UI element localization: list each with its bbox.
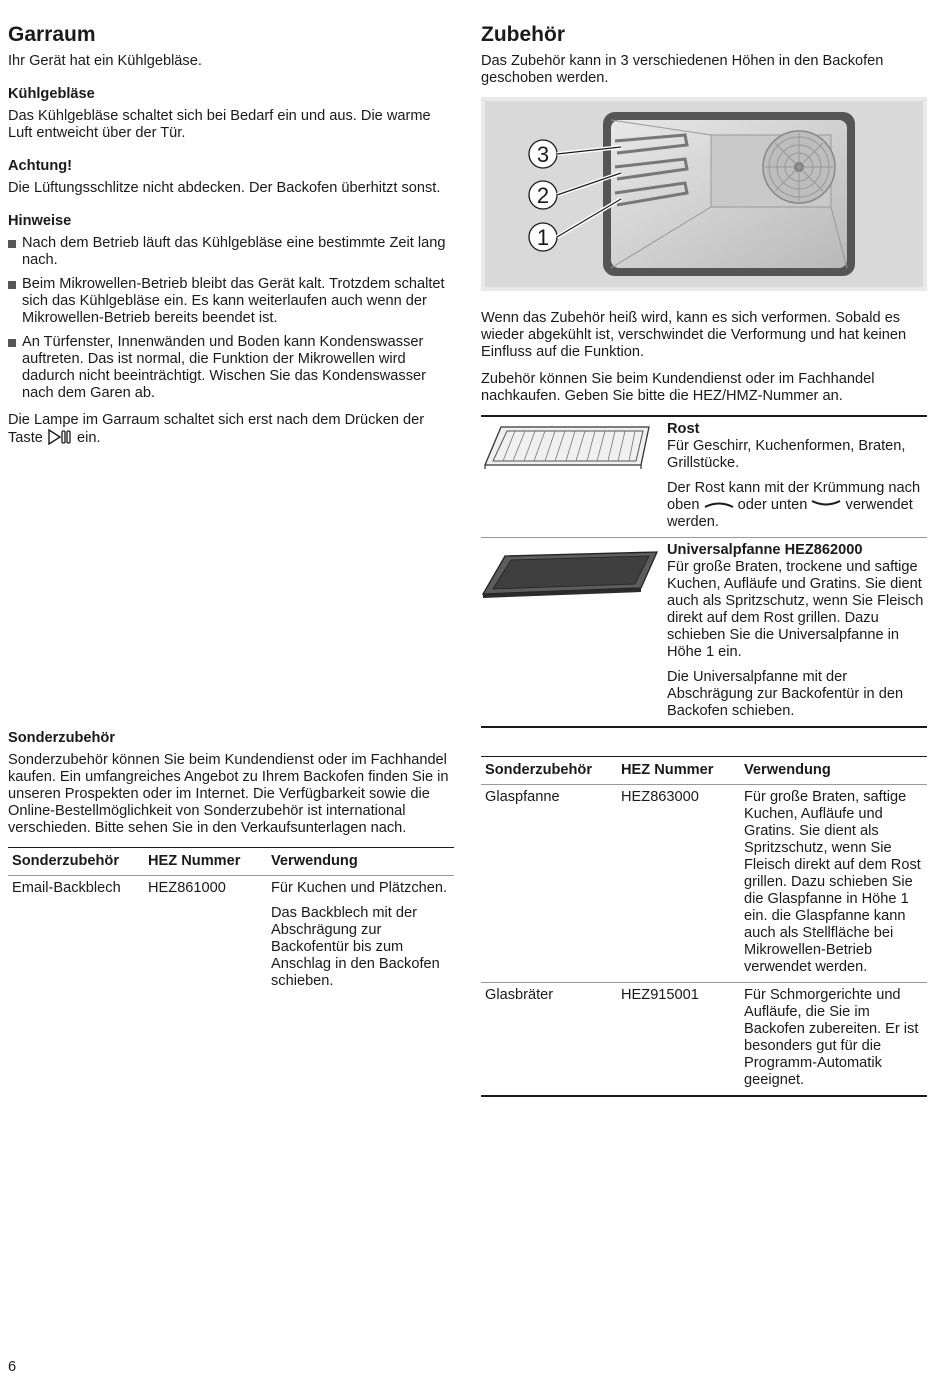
rack-note-c: verwendet werden. [667,497,913,530]
hinweise-heading: Hinweise [8,213,72,229]
sonder-section [8,730,454,996]
oven-levels-figure [481,97,927,291]
curve-down-icon [811,499,841,509]
sonder-heading: Sonderzubehör [8,730,116,746]
accessory-note [667,480,927,531]
sonder-table-right [481,756,927,1097]
accessory-note: Die Universalpfanne mit der Abschrägung zur Backofentür in den Backofen schieben. [667,669,904,719]
achtung-heading: Achtung! [8,158,73,174]
table-row [8,876,454,997]
hinweis-item: Nach dem Betrieb läuft das Kühlgebläse eine bestimmte Zeit lang nach. [8,235,454,269]
cell-hez: HEZ915001 [621,987,699,1003]
left-column [8,22,454,457]
wire-rack-icon [481,421,661,473]
hinweis-item: An Türfenster, Innenwänden und Boden kann Kondenswasser auftreten. Das ist normal, die Funktion der Mikrowellen wird dadurch nicht beeinträchtigt. Wischen Sie das Kondenswasser nach dem Garen ab. [8,334,454,402]
zubehoer-title: Zubehör [481,23,565,46]
level-label: 1 [536,225,550,250]
accessory-image-cell [481,416,667,538]
lamp-text-before: Die Lampe im Garraum schaltet sich erst nach dem Drücken der Taste [8,412,425,446]
accessory-name: Rost [667,421,700,437]
achtung-text: Die Lüftungsschlitze nicht abdecken. Der Backofen überhitzt sonst. [8,180,441,196]
col-header: Verwendung [740,757,927,785]
accessory-row [481,416,927,538]
cell-name: Glaspfanne [481,785,617,983]
sonder-table-left [8,847,454,996]
accessory-text-cell [667,416,927,538]
lamp-text [8,412,454,447]
col-header: HEZ Nummer [144,848,267,876]
col-header: Sonderzubehör [8,848,144,876]
hinweis-item: Beim Mikrowellen-Betrieb bleibt das Gerät kalt. Trotzdem schaltet sich das Kühlgebläse ein. Es kann weiterlaufen auch wenn der Mikrowellen-Betrieb bereits beendet ist. [8,276,454,327]
achtung-section [8,158,454,197]
cell-use: Für große Braten, saftige Kuchen, Aufläufe und Gratins. Sie dient als Spritzschutz, wenn Sie Fleisch direkt auf dem Rost grillen. Dazu schieben Sie die Glaspfanne in Höhe 1 ein. die Glaspfanne kann auch als Stellfläche bei Mikrowellen-Betrieb verwendet werden. [740,785,927,983]
page-number: 6 [8,1359,17,1375]
table-header-row [8,848,454,876]
use-note: Das Backblech mit der Abschrägung zur Backofentür bis zum Anschlag in den Backofen schieben. [271,905,440,989]
deform-text: Wenn das Zubehör heiß wird, kann es sich verformen. Sobald es wieder abgekühlt ist, verschwindet die Verformung und hat keinen Einfluss auf die Funktion. [481,310,907,360]
garraum-title: Garraum [8,23,96,46]
level-label: 2 [536,183,550,208]
table-row [481,983,927,1097]
buy-text: Zubehör können Sie beim Kundendienst oder im Fachhandel nachkaufen. Geben Sie bitte die HEZ/HMZ-Nummer an. [481,371,875,404]
cell-use [267,876,454,997]
cell-hez: HEZ863000 [617,785,740,983]
kuehl-text: Das Kühlgebläse schaltet sich bei Bedarf ein und aus. Die warme Luft entweicht über der Tür. [8,108,431,141]
cell-name: Email-Backblech [12,880,121,896]
accessory-row [481,538,927,728]
garraum-intro: Ihr Gerät hat ein Kühlgebläse. [8,53,202,69]
col-header: Sonderzubehör [481,757,617,785]
zubehoer-intro: Das Zubehör kann in 3 verschiedenen Höhen in den Backofen geschoben werden. [481,53,884,86]
lamp-text-after: ein. [77,430,101,446]
table-row [481,785,927,983]
accessory-image-cell [481,538,667,728]
col-header: Verwendung [267,848,454,876]
cell-name: Glasbräter [485,987,554,1003]
accessory-name: Universalpfanne HEZ862000 [667,542,863,558]
accessory-table [481,415,927,728]
curve-up-icon [704,499,734,509]
hinweise-section [8,213,454,402]
kuehl-heading: Kühlgebläse [8,86,95,102]
use-text: Für Kuchen und Plätzchen. [271,880,448,896]
cell-use: Für Schmorgerichte und Aufläufe, die Sie im Backofen zubereiten. Er ist besonders gut für die Programm-Automatik geeignet. [744,987,919,1088]
accessory-desc: Für Geschirr, Kuchenformen, Braten, Grillstücke. [667,438,906,471]
accessory-desc: Für große Braten, trockene und saftige Kuchen, Aufläufe und Gratins. Sie dient auch als Spritzschutz, wenn Sie Fleisch direkt auf dem Rost grillen. Dazu schieben Sie die Universalpfanne in Höhe 1 ein. [667,559,924,660]
fan-icon [763,131,835,203]
rack-note-a: Der Rost kann mit der Krümmung nach oben [667,480,921,513]
kuehl-section [8,86,454,142]
cell-hez: HEZ861000 [148,880,226,896]
accessory-text-cell [667,538,927,728]
start-pause-icon [47,429,73,445]
hinweise-list [8,235,454,402]
rack-note-b: oder unten [737,497,808,513]
right-column [481,22,927,728]
sonder-text: Sonderzubehör können Sie beim Kundendienst oder im Fachhandel kaufen. Ein umfangreiches Angebot zu Ihrem Backofen finden Sie in unseren Prospekten oder im Internet. Die Verfügbarkeit sowie die Online-Bestellmöglichkeit von Sonderzubehör ist international verschieden. Bitte sehen Sie in den Verkaufsunterlagen nach. [8,752,449,836]
universal-pan-icon [481,542,661,606]
table-header-row [481,757,927,785]
col-header: HEZ Nummer [617,757,740,785]
level-label: 3 [536,142,550,167]
sonder-table-right-wrap [481,756,927,1097]
